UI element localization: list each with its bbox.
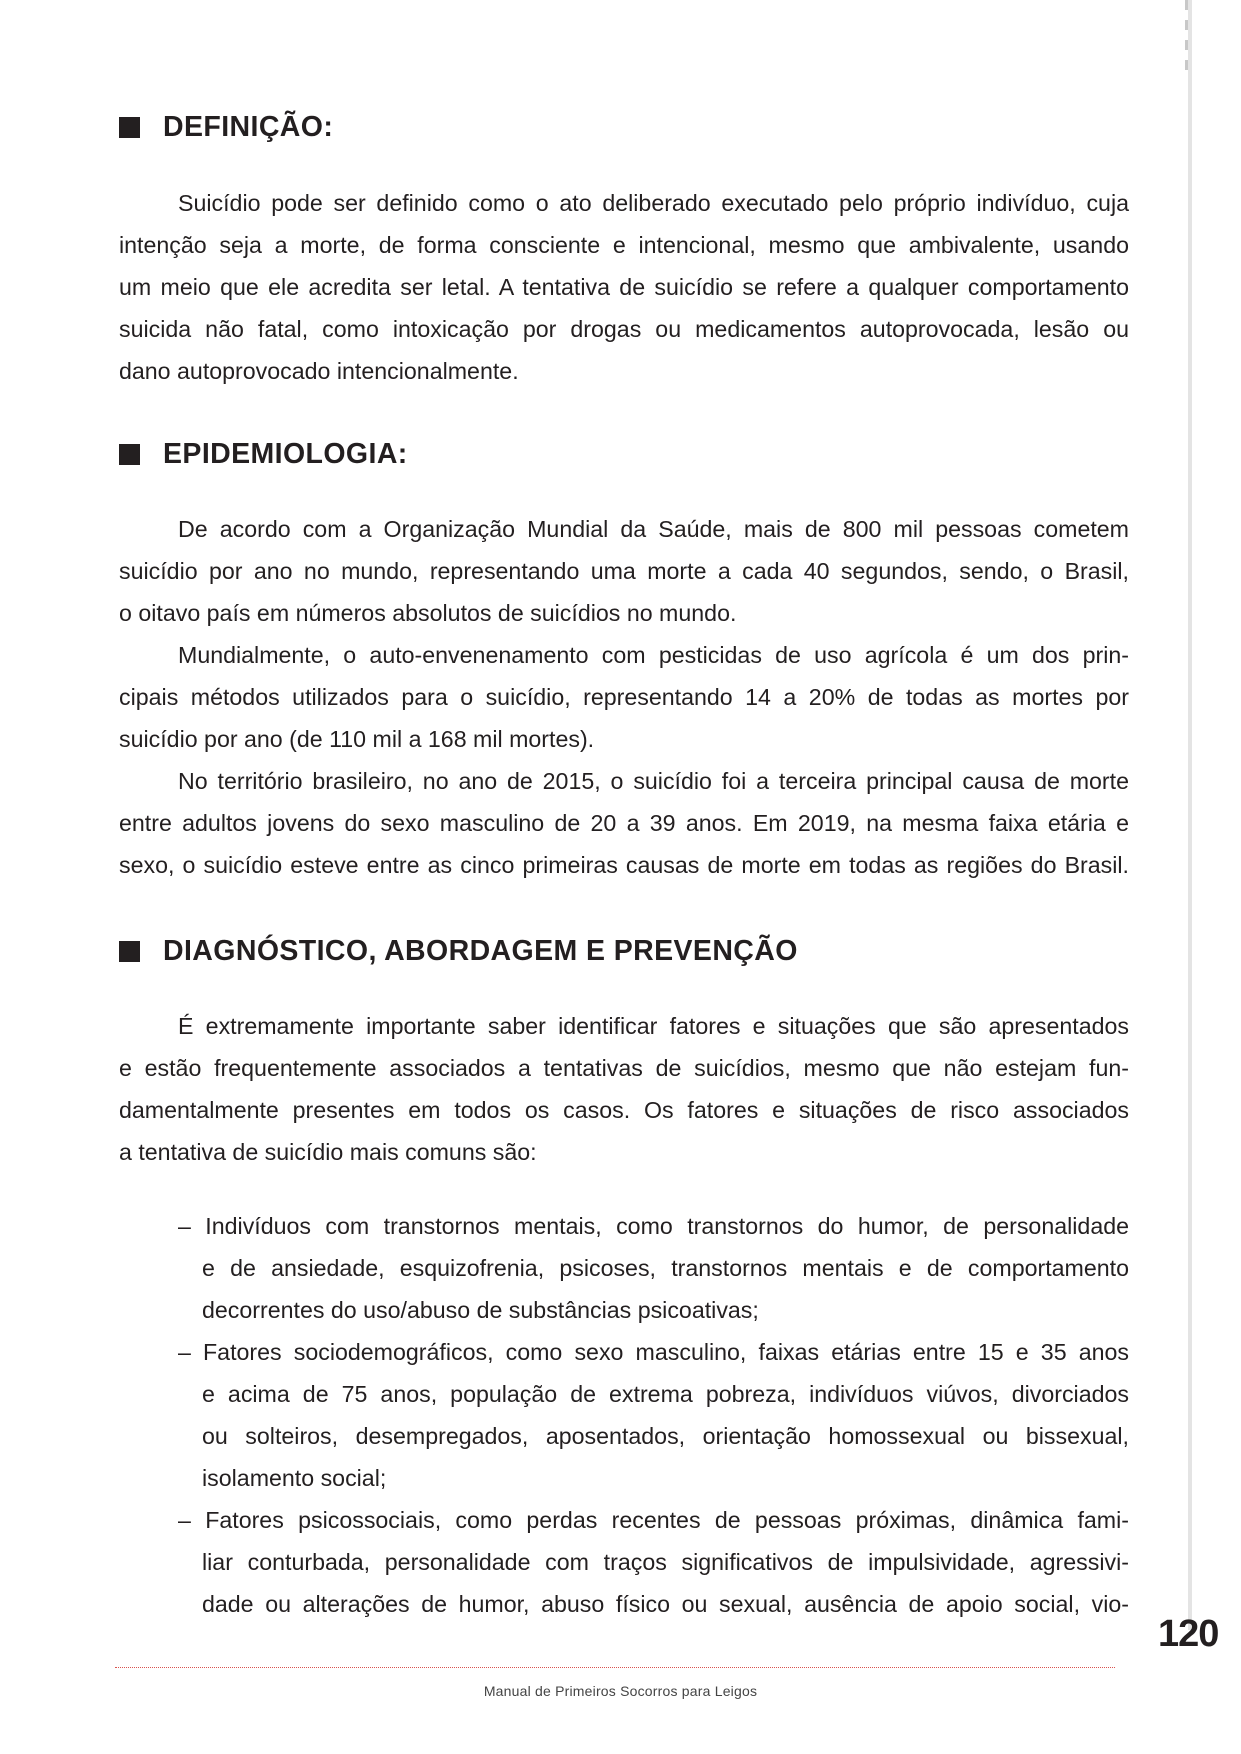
list-item-continuation: decorrentes do uso/abuso de substâncias psicoativas; <box>202 1297 759 1323</box>
paragraph-line: a tentativa de suicídio mais comuns são: <box>119 1139 537 1165</box>
paragraph-line: De acordo com a Organização Mundial da Saúde, mais de 800 mil pessoas cometem <box>178 516 1129 542</box>
list-item-continuation: dade ou alterações de humor, abuso físico ou sexual, ausência de apoio social, vio- <box>202 1591 1129 1617</box>
list-item-continuation: e acima de 75 anos, população de extrema pobreza, indivíduos viúvos, divorciados <box>202 1381 1129 1407</box>
list-item-continuation: liar conturbada, personalidade com traços significativos de impulsividade, agressivi- <box>202 1549 1129 1575</box>
paragraph-line: um meio que ele acredita ser letal. A tentativa de suicídio se refere a qualquer comportamento <box>119 274 1129 300</box>
paragraph-line: cipais métodos utilizados para o suicídio, representando 14 a 20% de todas as mortes por <box>119 684 1129 710</box>
paragraph-line: suicida não fatal, como intoxicação por drogas ou medicamentos autoprovocada, lesão ou <box>119 316 1129 342</box>
paragraph-line: entre adultos jovens do sexo masculino de 20 a 39 anos. Em 2019, na mesma faixa etária e <box>119 810 1129 836</box>
footer-divider <box>115 1667 1115 1668</box>
paragraph-line: suicídio por ano no mundo, representando uma morte a cada 40 segundos, sendo, o Brasil, <box>119 558 1129 584</box>
paragraph-line: intenção seja a morte, de forma consciente e intencional, mesmo que ambivalente, usando <box>119 232 1129 258</box>
paragraph-line: sexo, o suicídio esteve entre as cinco primeiras causas de morte em todas as regiões do Brasil. <box>119 852 1129 878</box>
paragraph-line: Suicídio pode ser definido como o ato deliberado executado pelo próprio indivíduo, cuja <box>178 190 1129 216</box>
heading-epidemiologia <box>119 438 408 471</box>
square-bullet-icon <box>119 941 140 962</box>
paragraph-line: damentalmente presentes em todos os casos. Os fatores e situações de risco associados <box>119 1097 1129 1123</box>
paragraph-line: dano autoprovocado intencionalmente. <box>119 358 519 384</box>
list-item: – Fatores psicossociais, como perdas recentes de pessoas próximas, dinâmica fami- <box>178 1507 1129 1533</box>
paragraph-line: Mundialmente, o auto-envenenamento com pesticidas de uso agrícola é um dos prin- <box>178 642 1129 668</box>
list-item: – Fatores sociodemográficos, como sexo masculino, faixas etárias entre 15 e 35 anos <box>178 1339 1129 1365</box>
square-bullet-icon <box>119 444 140 465</box>
heading-text: DEFINIÇÃO: <box>163 111 334 143</box>
margin-rule <box>1188 0 1192 1630</box>
list-item-continuation: e de ansiedade, esquizofrenia, psicoses, transtornos mentais e de comportamento <box>202 1255 1129 1281</box>
paragraph-line: o oitavo país em números absolutos de suicídios no mundo. <box>119 600 737 626</box>
heading-text: EPIDEMIOLOGIA: <box>163 438 408 470</box>
heading-definicao <box>119 111 333 144</box>
footer-book-title: Manual de Primeiros Socorros para Leigos <box>483 1683 758 1699</box>
list-item-continuation: ou solteiros, desempregados, aposentados, orientação homossexual ou bissexual, <box>202 1423 1129 1449</box>
square-bullet-icon <box>119 117 140 138</box>
paragraph-line: No território brasileiro, no ano de 2015, o suicídio foi a terceira principal causa de morte <box>178 768 1129 794</box>
paragraph-line: É extremamente importante saber identificar fatores e situações que são apresentados <box>178 1013 1129 1039</box>
heading-text: DIAGNÓSTICO, ABORDAGEM E PREVENÇÃO <box>163 935 798 967</box>
heading-diagnostico <box>119 935 798 968</box>
paragraph-line: suicídio por ano (de 110 mil a 168 mil mortes). <box>119 726 595 752</box>
list-item: – Indivíduos com transtornos mentais, como transtornos do humor, de personalidade <box>178 1213 1129 1239</box>
paragraph-line: e estão frequentemente associados a tentativas de suicídios, mesmo que não estejam fun- <box>119 1055 1129 1081</box>
list-item-continuation: isolamento social; <box>202 1465 387 1491</box>
page-number: 120 <box>1158 1613 1219 1655</box>
